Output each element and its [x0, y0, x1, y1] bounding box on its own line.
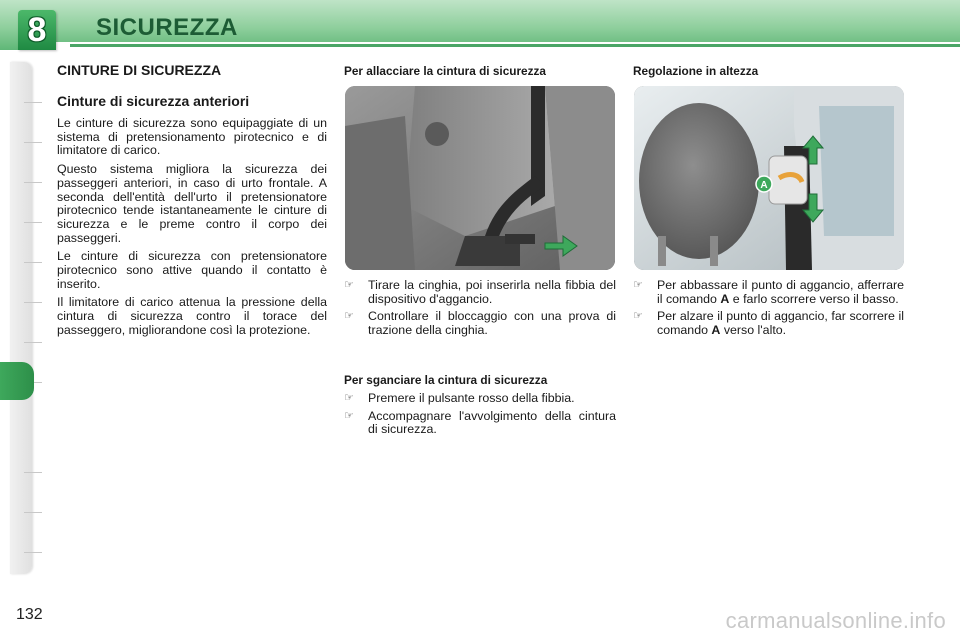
side-divider — [24, 262, 42, 263]
list-item — [633, 310, 904, 337]
body-paragraph: Le cinture di sicurezza con pretensionatore pirotecnico sono attive quando il contatto è inserito. — [57, 249, 327, 291]
height-steps — [633, 279, 904, 342]
side-divider — [24, 102, 42, 103]
step-text: Premere il pulsante rosso della fibbia. — [368, 391, 575, 405]
chapter-number: 8 — [27, 11, 47, 49]
pointing-hand-icon: ☞ — [633, 310, 643, 323]
fasten-steps — [344, 279, 616, 342]
height-adjust-photo — [634, 86, 904, 270]
height-heading: Regolazione in altezza — [633, 64, 759, 78]
side-divider — [24, 182, 42, 183]
chapter-side-strip — [10, 62, 32, 574]
step-text-end: verso l'alto. — [720, 323, 787, 338]
section-title: CINTURE DI SICUREZZA — [57, 62, 222, 78]
side-divider — [24, 472, 42, 473]
step-text-start: Per abbassare il punto di aggancio, afferrare il comando — [657, 278, 904, 306]
list-item — [633, 279, 904, 306]
body-paragraph: Il limitatore di carico attenua la pressione della cintura di sicurezza contro il torace del passeggero, migliorandone così la protezione. — [57, 295, 327, 337]
step-text-start: Per alzare il punto di aggancio, far scorrere il comando — [657, 309, 904, 338]
unfasten-heading: Per sganciare la cintura di sicurezza — [344, 373, 548, 387]
seatbelt-buckle-photo — [345, 86, 615, 270]
control-label: A — [711, 323, 721, 338]
chapter-tab — [18, 10, 56, 50]
list-item — [344, 410, 616, 437]
section-subtitle: Cinture di sicurezza anteriori — [57, 93, 250, 109]
right-column — [633, 60, 904, 78]
header-rule — [70, 44, 960, 47]
active-chapter-tab — [0, 362, 34, 400]
side-divider — [24, 142, 42, 143]
pointing-hand-icon: ☞ — [344, 310, 354, 323]
step-text-end: e farlo scorrere verso il basso. — [729, 291, 899, 306]
photo-label-a: A — [760, 180, 768, 191]
unfasten-section — [344, 369, 616, 441]
list-item — [344, 392, 616, 406]
watermark: carmanualsonline.info — [725, 608, 946, 633]
control-label: A — [720, 291, 730, 306]
step-text: Controllare il bloccaggio con una prova di trazione della cinghia. — [368, 309, 616, 338]
side-divider — [24, 552, 42, 553]
body-paragraph: Questo sistema migliora la sicurezza dei passeggeri anteriori, in caso di urto frontale. A seconda dell'entità dell'urto il pretensionatore pirotecnico tende istantaneamente le cinture di sicurezza e le preme contro il corpo dei passeggeri. — [57, 162, 327, 245]
step-text: Accompagnare l'avvolgimento della cintura di sicurezza. — [368, 408, 616, 437]
left-column — [57, 60, 327, 343]
list-item — [344, 279, 616, 306]
page-number: 132 — [16, 606, 43, 623]
pointing-hand-icon: ☞ — [633, 279, 643, 291]
pointing-hand-icon: ☞ — [344, 409, 354, 422]
pointing-hand-icon: ☞ — [344, 279, 354, 291]
side-divider — [24, 302, 42, 303]
side-divider — [24, 342, 42, 343]
side-divider — [24, 512, 42, 513]
middle-column — [344, 60, 616, 78]
body-paragraph: Le cinture di sicurezza sono equipaggiate di un sistema di pretensionamento pirotecnico e di limitatore di carico. — [57, 116, 327, 158]
step-text: Tirare la cinghia, poi inserirla nella fibbia del dispositivo d'aggancio. — [368, 278, 616, 306]
side-divider — [24, 222, 42, 223]
page-title: SICUREZZA — [96, 14, 238, 41]
pointing-hand-icon: ☞ — [344, 392, 354, 404]
list-item — [344, 310, 616, 337]
fasten-heading: Per allacciare la cintura di sicurezza — [344, 64, 546, 78]
